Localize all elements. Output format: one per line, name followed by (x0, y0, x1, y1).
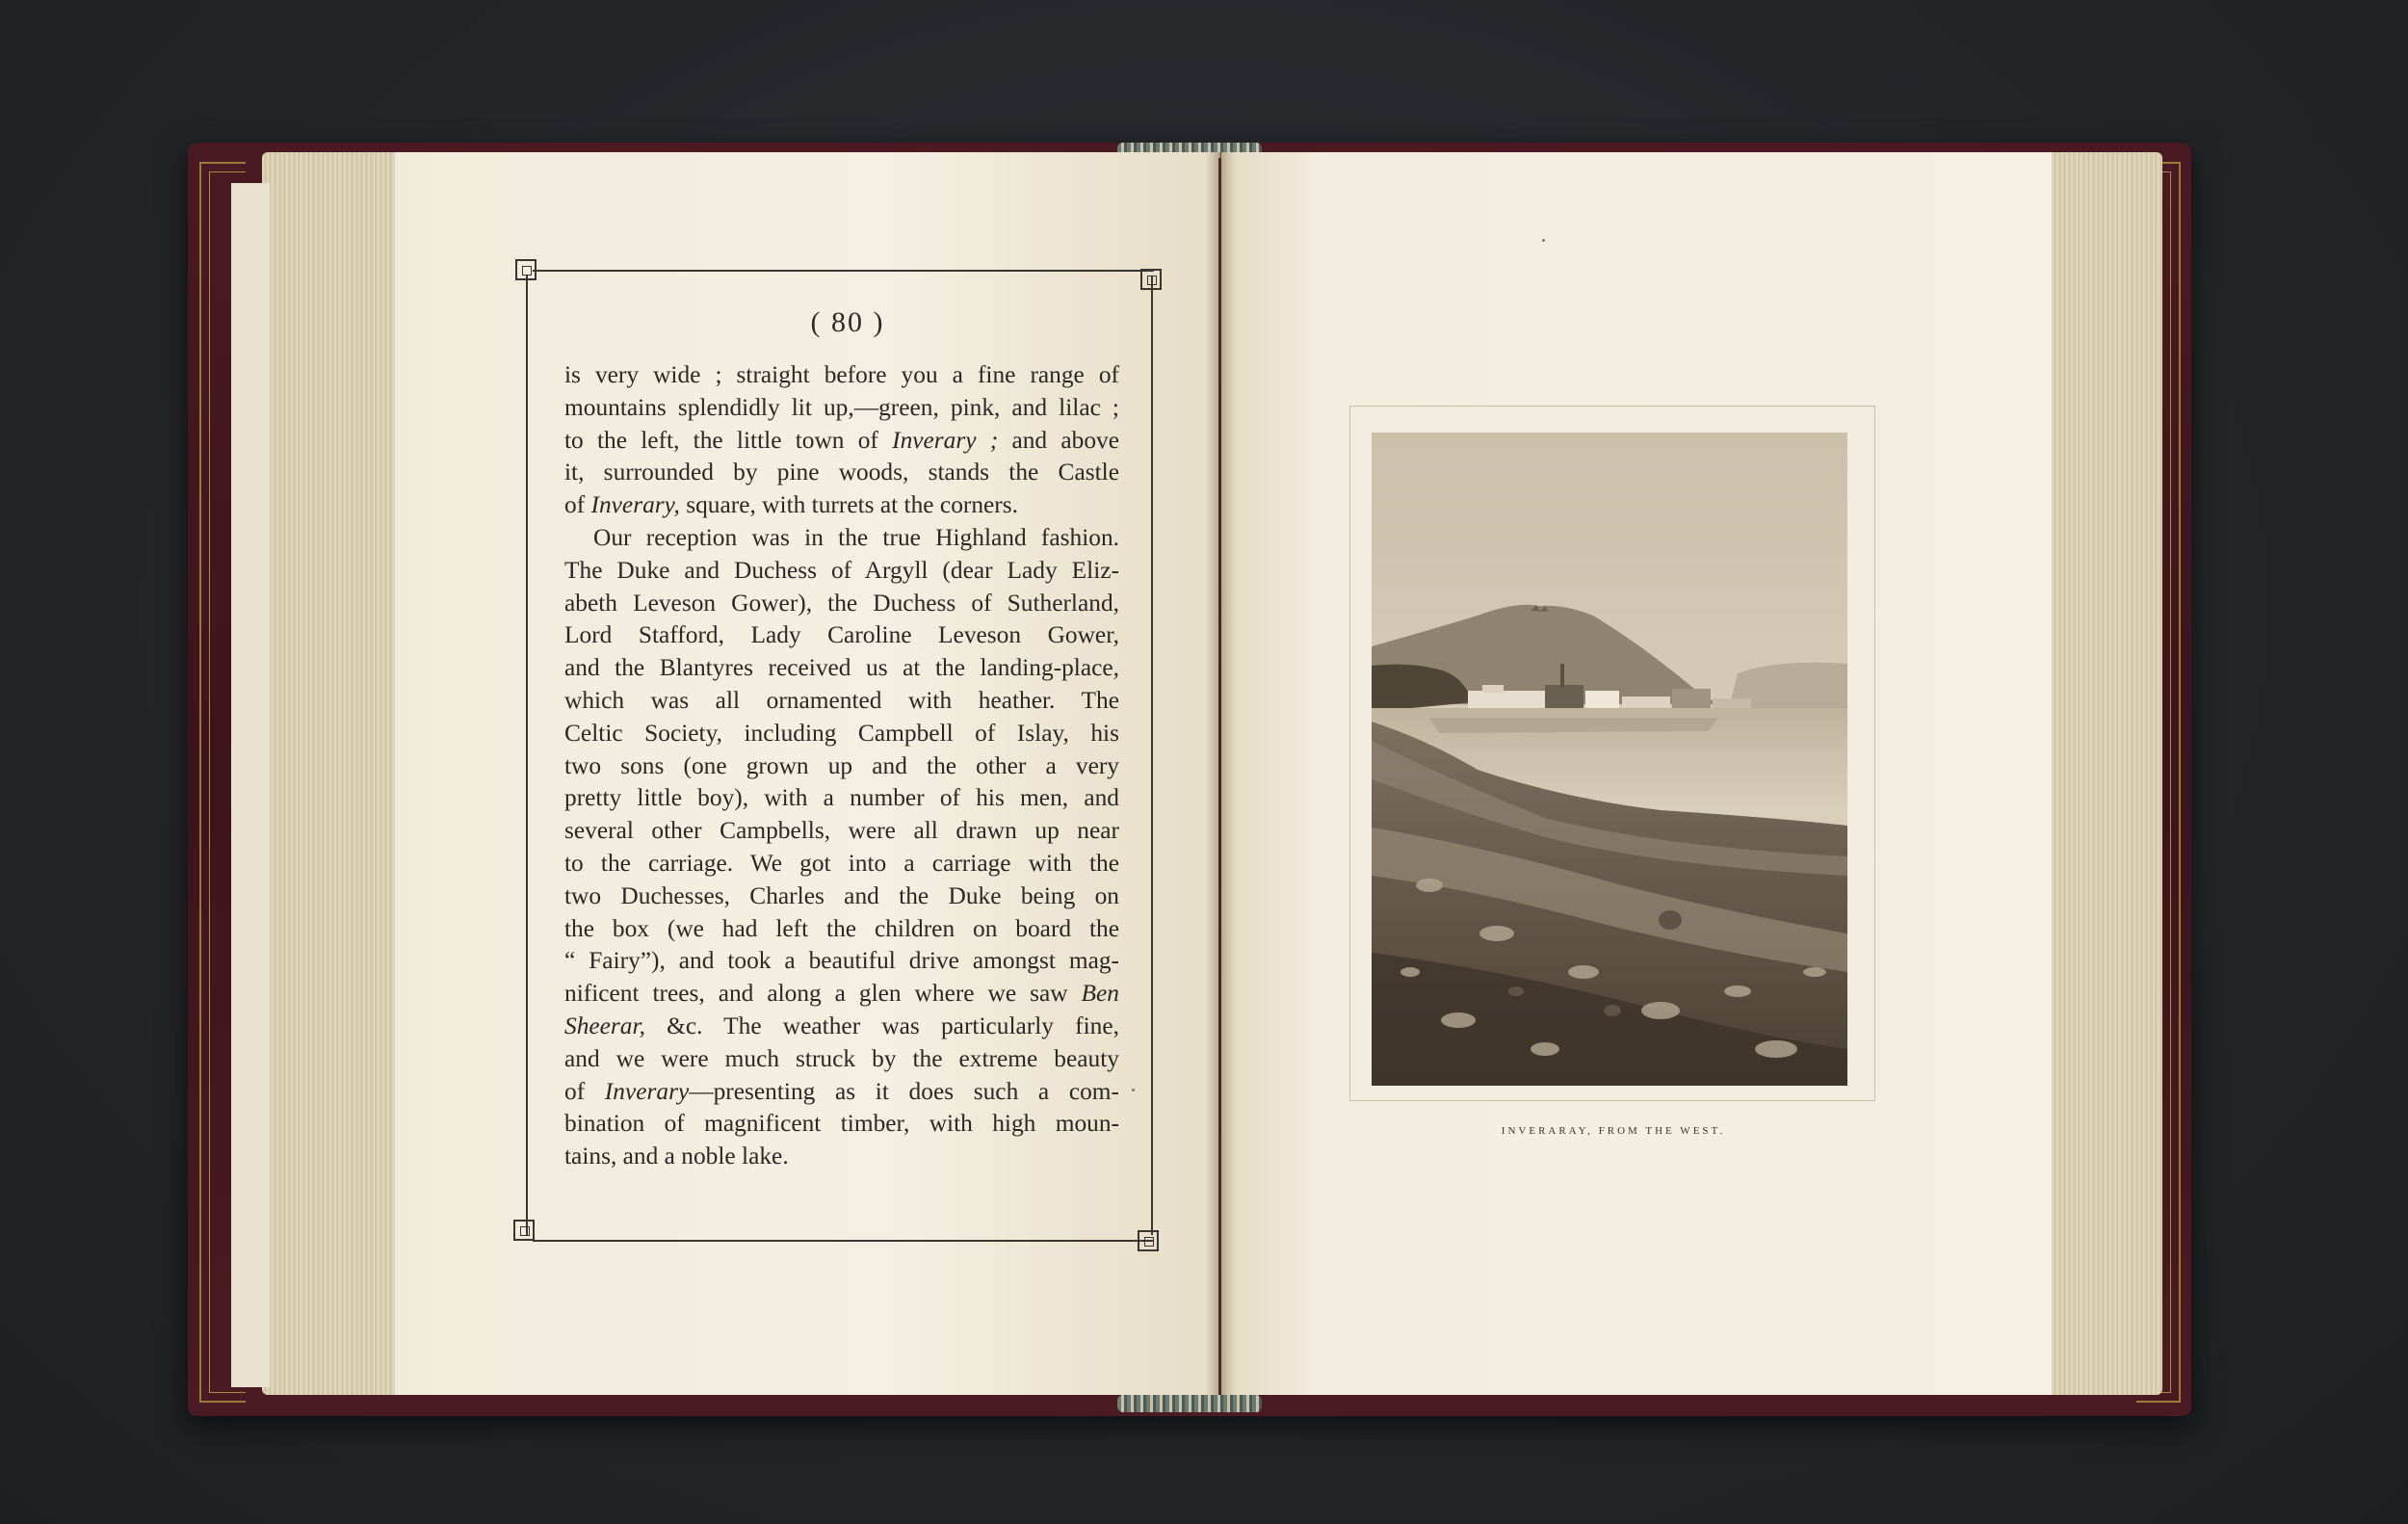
text-line-roman: square, with turrets at the corners. (679, 491, 1018, 519)
photograph-inveraray[interactable] (1372, 433, 1847, 1086)
text-line (564, 978, 1119, 1011)
text-line-roman: which was all ornamented with heather. The (564, 686, 1119, 714)
text-line-roman: Our reception was in the true Highland fashion. (593, 523, 1119, 551)
text-line-roman: the box (we had left the children on board the (564, 914, 1119, 942)
text-line (564, 848, 1119, 880)
text-line-roman: Lord Stafford, Lady Caroline Leveson Gower, (564, 621, 1119, 649)
text-line (564, 685, 1119, 718)
text-line-roman: Celtic Society, including Campbell of Islay, his (564, 719, 1119, 747)
text-line (564, 945, 1119, 978)
text-line-italic: Inverary ; (892, 426, 999, 454)
text-line-roman: abeth Leveson Gower), the Duchess of Sutherland, (564, 589, 1119, 617)
text-line (564, 750, 1119, 783)
text-line-roman: and the Blantyres received us at the landing-place, (564, 654, 1119, 682)
page-text (564, 359, 1119, 1173)
text-line-roman: mountains splendidly lit up,—green, pink, and lilac ; (564, 393, 1119, 421)
photo-image (1372, 433, 1847, 1086)
text-line (564, 815, 1119, 848)
paper-speck (1542, 239, 1545, 242)
tailband (1117, 1395, 1262, 1412)
text-line (564, 555, 1119, 588)
text-line (564, 522, 1119, 555)
text-line (564, 1011, 1119, 1043)
frame-corner-ornament (1140, 269, 1162, 290)
flyleaf (231, 183, 271, 1387)
text-line (564, 392, 1119, 425)
paper-speck (1132, 1089, 1135, 1091)
text-line-roman: nificent trees, and along a glen where we saw (564, 980, 1082, 1008)
text-line-roman: —presenting as it does such a com- (689, 1077, 1119, 1105)
text-line (564, 1141, 1119, 1173)
gutter-shadow (1206, 152, 1235, 1395)
text-line-italic: Sheerar, (564, 1012, 645, 1039)
text-line-italic: Inverary (604, 1077, 690, 1105)
text-line-roman: two sons (one grown up and the other a very (564, 751, 1119, 779)
text-line-roman: tains, and a noble lake. (564, 1143, 789, 1170)
text-line-roman: and above (998, 426, 1119, 454)
text-line-roman: it, surrounded by pine woods, stands the Castle (564, 459, 1119, 486)
text-line-roman: to the carriage. We got into a carriage with the (564, 849, 1119, 877)
text-line (564, 1043, 1119, 1076)
text-line (564, 457, 1119, 489)
text-line (564, 489, 1119, 522)
text-line-roman: “ Fairy”), and took a beautiful drive amongst mag- (564, 947, 1119, 975)
text-line (564, 880, 1119, 913)
text-line-roman: to the left, the little town of (564, 426, 893, 454)
page-edges-left (262, 152, 399, 1395)
text-line-roman: several other Campbells, were all drawn up near (564, 817, 1119, 845)
page-edges-right (2047, 152, 2162, 1395)
text-line-roman: two Duchesses, Charles and the Duke being on (564, 881, 1119, 909)
text-line-roman: bination of magnificent timber, with high moun- (564, 1110, 1119, 1138)
text-line (564, 652, 1119, 685)
text-line-roman: of (564, 491, 591, 519)
page-number: ( 80 ) (810, 306, 885, 338)
text-line-roman: &c. The weather was particularly fine, (644, 1012, 1119, 1039)
text-line (564, 913, 1119, 946)
frame-corner-ornament (513, 1220, 535, 1241)
text-line (564, 718, 1119, 750)
text-line (564, 425, 1119, 458)
text-line (564, 1108, 1119, 1141)
text-line-roman: and we were much struck by the extreme beauty (564, 1044, 1119, 1072)
text-line (564, 588, 1119, 620)
text-line-italic: Ben (1081, 980, 1119, 1008)
text-line (564, 1076, 1119, 1109)
photo-caption: INVERARAY, FROM THE WEST. (1501, 1125, 1726, 1137)
text-line-roman: of (564, 1077, 605, 1105)
text-line-roman: is very wide ; straight before you a fine range of (564, 361, 1119, 388)
text-line-roman: pretty little boy), with a number of his men, and (564, 784, 1119, 812)
text-line-italic: Inverary, (590, 491, 680, 519)
text-line (564, 782, 1119, 815)
frame-corner-ornament (1138, 1230, 1159, 1251)
frame-corner-ornament (515, 259, 537, 280)
text-line (564, 359, 1119, 392)
text-line-roman: The Duke and Duchess of Argyll (dear Lady Eliz- (564, 556, 1119, 584)
text-line (564, 619, 1119, 652)
